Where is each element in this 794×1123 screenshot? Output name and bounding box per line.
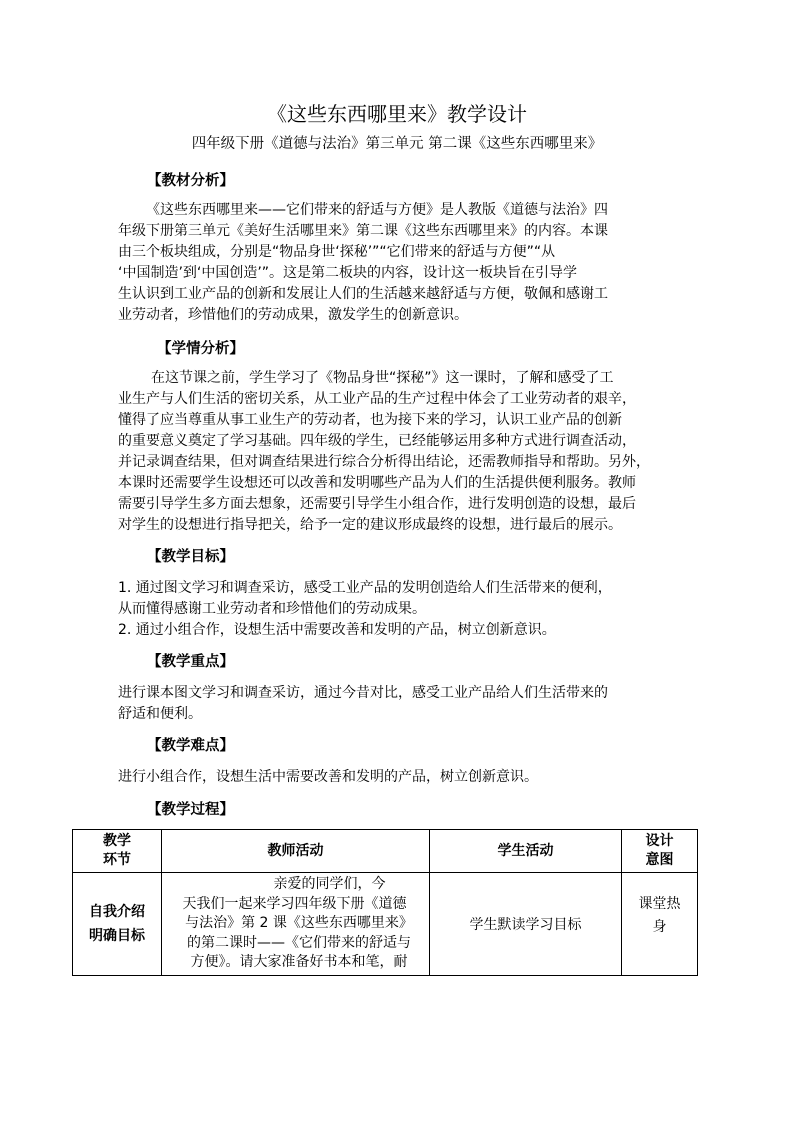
text-line: 业劳动者，珍惜他们的劳动成果，激发学生的创新意识。 <box>118 307 468 323</box>
document-subtitle: 四年级下册《道德与法治》第三单元 第二课《这些东西哪里来》 <box>191 136 603 152</box>
text-line: 在这节课之前，学生学习了《物品身世“探秘”》这一课时，了解和感受了工 <box>151 370 614 386</box>
cell-teacher-line: 天我们一起来学习四年级下册《道德 <box>182 895 407 912</box>
heading-teaching-objectives: 【教学目标】 <box>147 549 234 565</box>
cell-stage-line: 自我介绍 <box>89 904 145 920</box>
cell-teacher-line: 的第二课时——《它们带来的舒适与 <box>187 934 411 951</box>
heading-teaching-process: 【教学过程】 <box>147 802 234 818</box>
cell-design-line: 课堂热 <box>638 896 681 912</box>
cell-teacher-line: 方便》。请大家准备好书本和笔，耐 <box>190 954 408 971</box>
text-line: 需要引导学生多方面去想象，还需要引导学生小组合作，进行发明创造的设想，最后 <box>118 496 636 512</box>
cell-student-activity: 学生默读学习目标 <box>430 873 622 976</box>
text-line: 舒适和便利。 <box>118 706 202 722</box>
text-line: 2. 通过小组合作，设想生活中需要改善和发明的产品，树立创新意识。 <box>118 622 556 638</box>
teaching-process-table <box>72 829 698 976</box>
paragraph-textbook-analysis <box>118 200 688 326</box>
text-line: 业生产与人们生活的密切关系，从工业产品的生产过程中体会了工业劳动者的艰辛， <box>118 391 636 407</box>
cell-teacher-line: 亲爱的同学们，今 <box>273 876 386 893</box>
cell-stage-line: 明确目标 <box>89 928 145 944</box>
cell-teacher-activity <box>162 873 430 976</box>
header-design-intent <box>622 830 698 873</box>
header-stage-line: 环节 <box>103 852 131 868</box>
header-stage-line: 教学 <box>103 833 131 849</box>
text-line: 懂得了应当尊重从事工业生产的劳动者，也为接下来的学习，认识工业产品的创新 <box>118 412 622 428</box>
cell-design-intent <box>622 873 698 976</box>
paragraph-key-points <box>118 683 688 725</box>
text-line: 进行课本图文学习和调查采访，通过今昔对比，感受工业产品给人们生活带来的 <box>118 685 608 701</box>
heading-difficulties: 【教学难点】 <box>147 738 234 754</box>
text-line: ‘中国制造’到‘中国创造’”。这是第二板块的内容，设计这一板块旨在引导学 <box>118 265 578 281</box>
text-line: 并记录调查结果，但对调查结果进行综合分析得出结论，还需教师指导和帮助。另外， <box>118 454 650 470</box>
header-design-line: 意图 <box>645 852 674 868</box>
text-line: 本课时还需要学生设想还可以改善和发明哪些产品为人们的生活提供便利服务。教师 <box>118 475 636 491</box>
heading-student-analysis: 【学情分析】 <box>157 341 244 357</box>
header-stage <box>73 830 162 873</box>
header-student-activity: 学生活动 <box>430 830 622 873</box>
paragraph-difficulties <box>118 767 688 788</box>
text-line: 《这些东西哪里来——它们带来的舒适与方便》是人教版《道德与法治》四 <box>146 202 608 218</box>
heading-textbook-analysis: 【教材分析】 <box>147 173 234 189</box>
cell-design-line: 身 <box>652 919 667 935</box>
text-line: 从而懂得感谢工业劳动者和珍惜他们的劳动成果。 <box>118 601 426 617</box>
table-header-row <box>73 830 698 873</box>
text-line: 1. 通过图文学习和调查采访，感受工业产品的发明创造给人们生活带来的便利， <box>118 580 612 596</box>
header-teacher-activity: 教师活动 <box>162 830 430 873</box>
text-line: 的重要意义奠定了学习基础。四年级的学生，已经能够运用多种方式进行调查活动， <box>118 433 636 449</box>
text-line: 由三个板块组成，分别是“物品身世‘探秘’”“它们带来的舒适与方便”“从 <box>118 244 556 260</box>
document-title: 《这些东西哪里来》教学设计 <box>267 102 527 126</box>
text-line: 对学生的设想进行指导把关，给予一定的建议形成最终的设想，进行最后的展示。 <box>118 517 622 533</box>
text-line: 生认识到工业产品的创新和发展让人们的生活越来越舒适与方便，敬佩和感谢工 <box>118 286 608 302</box>
cell-stage <box>73 873 162 976</box>
text-line: 年级下册第三单元《美好生活哪里来》第二课《这些东西哪里来》的内容。本课 <box>118 223 608 239</box>
heading-key-points: 【教学重点】 <box>147 654 234 670</box>
table-row <box>73 873 698 976</box>
cell-teacher-line: 与法治》第 2 课《这些东西哪里来》 <box>185 915 413 932</box>
paragraph-student-analysis <box>118 368 688 536</box>
paragraph-teaching-objectives <box>118 578 688 641</box>
header-design-line: 设计 <box>645 833 674 849</box>
text-line: 进行小组合作，设想生活中需要改善和发明的产品，树立创新意识。 <box>118 769 538 785</box>
